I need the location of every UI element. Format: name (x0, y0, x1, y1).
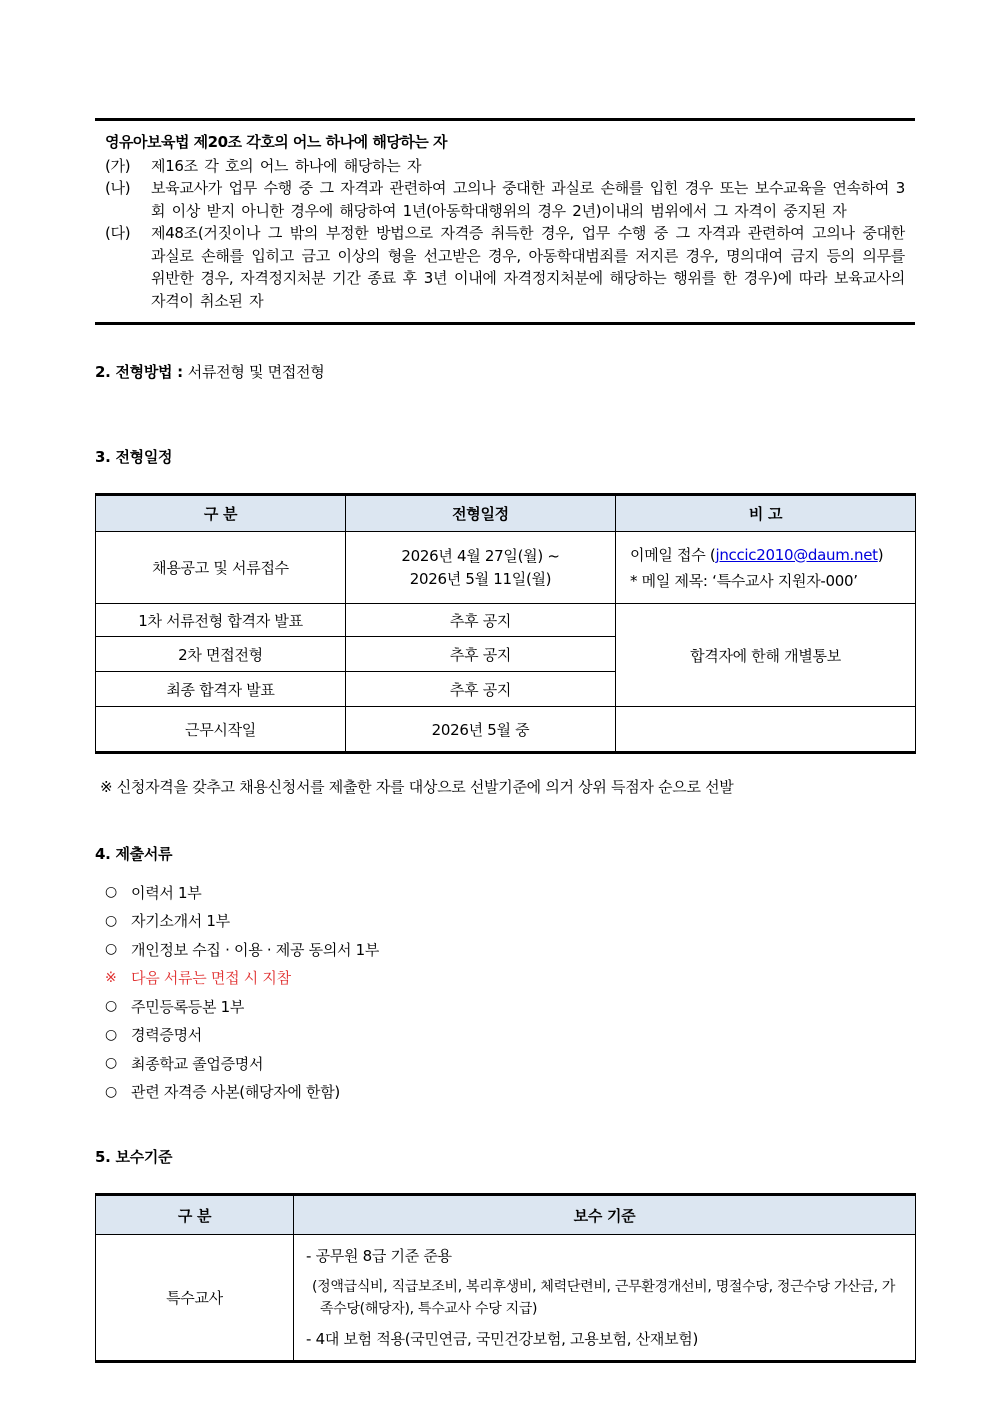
apply-date-line1: 2026년 4월 27일(월) ~ (401, 546, 560, 565)
schedule-start-label: 근무시작일 (96, 707, 346, 753)
doc-item-text: 자기소개서 1부 (131, 912, 230, 931)
schedule-step3-label: 최종 합격자 발표 (96, 672, 346, 707)
table-row (96, 1235, 916, 1362)
schedule-header-row (96, 495, 916, 532)
section-documents-heading: 4. 제출서류 (95, 845, 173, 863)
note-suffix: ) (877, 545, 884, 564)
circle-bullet-icon: ○ (105, 1055, 117, 1072)
circle-bullet-icon: ○ (105, 998, 117, 1015)
pay-header-standard: 보수 기준 (294, 1195, 916, 1235)
pay-row-label: 특수교사 (96, 1235, 294, 1362)
item-label: (다) (105, 224, 131, 242)
list-item (105, 992, 915, 1021)
doc-item-text: 이력서 1부 (131, 883, 202, 902)
circle-bullet-icon: ○ (105, 912, 117, 929)
schedule-step2-date: 추후 공지 (346, 637, 616, 672)
reference-mark-icon: ※ (105, 969, 117, 986)
item-text: 제16조 각 호의 어느 하나에 해당하는 자 (151, 156, 422, 175)
pay-line-3: - 4대 보험 적용(국민연금, 국민건강보험, 고용보험, 산재보험) (306, 1330, 699, 1348)
schedule-start-note (616, 707, 916, 753)
eligibility-item-ga (105, 155, 905, 178)
pay-line-2: (정액급식비, 직급보조비, 복리후생비, 체력단련비, 근무환경개선비, 명절수당, 정근수당 가산금, 가족수당(해당자), 특수교사 수당 지급) (312, 1279, 896, 1317)
eligibility-title: 영유아보육법 제20조 각호의 어느 하나에 해당하는 자 (105, 133, 447, 151)
email-link[interactable]: jnccic2010@daum.net (715, 545, 878, 564)
circle-bullet-icon: ○ (105, 884, 117, 901)
schedule-apply-dates (346, 532, 616, 604)
doc-item-text: 다음 서류는 면접 시 지참 (131, 969, 291, 988)
schedule-apply-note (616, 532, 916, 604)
list-item (105, 1021, 915, 1050)
list-item (105, 1078, 915, 1107)
item-text: 제48조(거짓이나 그 밖의 부정한 방법으로 자격증 취득한 경우, 업무 수행 중 그 자격과 관련하여 고의나 중대한 과실로 손해를 입히고 금고 이상의 형을 선고받은 경우, 아동학대범죄를 저지른 경우, 명의대여 금지 등의 의무를 위반한 경우, 자격정지처분 기간 종료 후 3년 이내에 자격정지처분에 해당하는 행위를 한 경우)에 따라 보육교사의 자격이 취소된 자 (151, 224, 905, 310)
item-label: (가) (105, 156, 131, 175)
eligibility-item-na (105, 177, 905, 222)
apply-note-line1 (630, 542, 915, 568)
apply-note-line2: * 메일 제목: ‘특수교사 지원자-000’ (630, 571, 858, 590)
table-row (96, 532, 916, 604)
eligibility-box (95, 118, 915, 325)
selection-note: ※ 신청자격을 갖추고 채용신청서를 제출한 자를 대상으로 선발기준에 의거 상위 득점자 순으로 선발 (100, 778, 734, 796)
pay-header-row (96, 1195, 916, 1235)
schedule-step1-label: 1차 서류전형 합격자 발표 (96, 604, 346, 637)
apply-date-line2: 2026년 5월 11일(월) (409, 569, 552, 588)
note-prefix: 이메일 접수 ( (630, 545, 716, 564)
eligibility-item-da (105, 222, 905, 312)
schedule-header-note: 비 고 (616, 495, 916, 532)
section-pay-heading: 5. 보수기준 (95, 1148, 173, 1166)
item-label: (나) (105, 179, 131, 197)
circle-bullet-icon: ○ (105, 941, 117, 958)
doc-item-text: 관련 자격증 사본(해당자에 한함) (131, 1083, 340, 1102)
schedule-step3-date: 추후 공지 (346, 672, 616, 707)
section-method-heading (95, 361, 915, 382)
item-text: 보육교사가 업무 수행 중 그 자격과 관련하여 고의나 중대한 과실로 손해를 입힌 경우 또는 보수교육을 연속하여 3회 이상 받지 아니한 경우에 해당하여 1년(아동학대행위의 경우 2년)이내의 범위에서 그 자격이 중지된 자 (151, 179, 905, 220)
circle-bullet-icon: ○ (105, 1026, 117, 1043)
pay-row-content (294, 1235, 916, 1362)
document-list (95, 878, 915, 1106)
schedule-merged-note: 합격자에 한해 개별통보 (616, 604, 916, 707)
circle-bullet-icon: ○ (105, 1083, 117, 1100)
doc-item-text: 경력증명서 (131, 1026, 202, 1045)
schedule-start-date: 2026년 5월 중 (346, 707, 616, 753)
schedule-header-date: 전형일정 (346, 495, 616, 532)
schedule-table (95, 493, 916, 754)
schedule-step2-label: 2차 면접전형 (96, 637, 346, 672)
list-item (105, 1049, 915, 1078)
list-item (105, 878, 915, 907)
doc-item-text: 최종학교 졸업증명서 (131, 1054, 264, 1073)
pay-line-1: - 공무원 8급 기준 준용 (306, 1247, 452, 1265)
table-row (96, 604, 916, 637)
doc-item-text: 주민등록등본 1부 (131, 997, 245, 1016)
list-item-highlighted (105, 964, 915, 993)
schedule-header-category: 구 분 (96, 495, 346, 532)
list-item (105, 907, 915, 936)
section-method-value: 서류전형 및 면접전형 (187, 363, 325, 381)
list-item (105, 935, 915, 964)
section-schedule-heading: 3. 전형일정 (95, 448, 173, 466)
section-method-label: 2. 전형방법 : (95, 363, 188, 381)
doc-item-text: 개인정보 수집 · 이용 · 제공 동의서 1부 (131, 940, 380, 959)
document-content (95, 118, 915, 1363)
pay-table (95, 1193, 916, 1363)
pay-header-category: 구 분 (96, 1195, 294, 1235)
schedule-step1-date: 추후 공지 (346, 604, 616, 637)
table-row (96, 707, 916, 753)
schedule-apply-label: 채용공고 및 서류접수 (96, 532, 346, 604)
